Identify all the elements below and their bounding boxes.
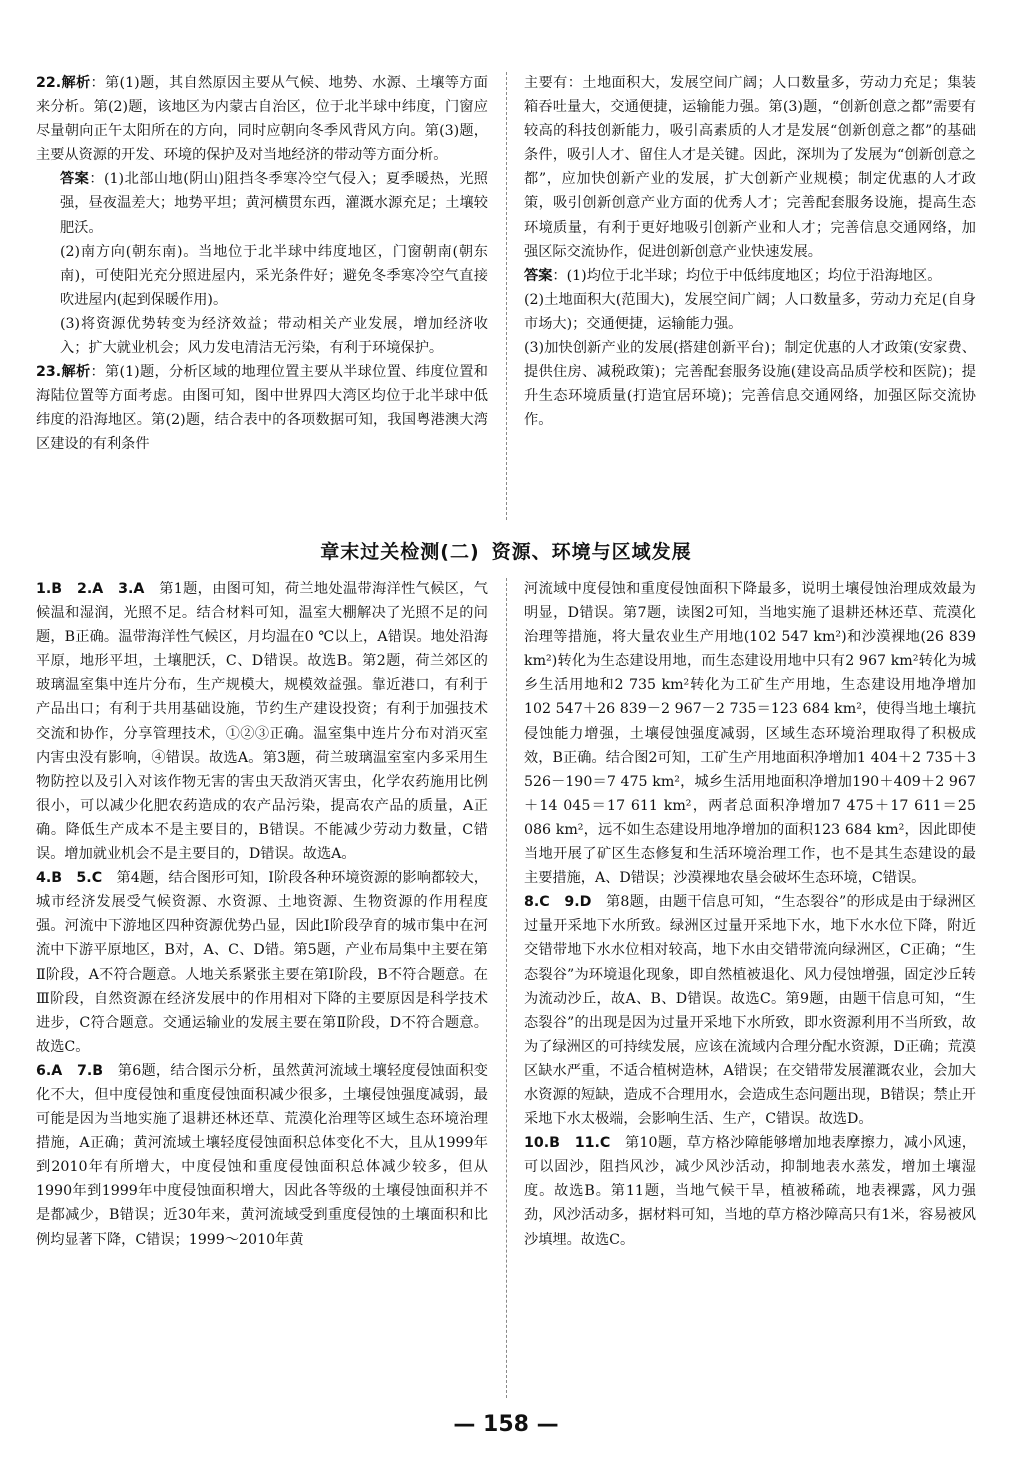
- upper-right-column: [524, 71, 976, 432]
- section-heading: [0, 538, 1012, 566]
- lower-left-column: [36, 577, 488, 1252]
- section-title: 章末过关检测(二): [320, 541, 480, 563]
- q22-answer-1: 答案：(1)北部山地(阴山)阻挡冬季寒冷空气侵入；夏季暖热，光照强，昼夜温差大；地势平坦；黄河横贯东西，灌溉水源充足；土壤较肥沃。: [60, 171, 488, 236]
- lower-right-column: [524, 577, 976, 1252]
- q8-9-block: 8.C 9.D 第8题，由题干信息可知，“生态裂谷”的形成是由于绿洲区过量开采地下水所致。绿洲区过量开采地下水，地下水水位下降，附近交错带地下水水位相对较高，地下水由交错带流向绿洲区，C正确；“生态裂谷”为环境退化现象，即自然植被退化、风力侵蚀增强，固定沙丘转为流动沙丘，故A、B、D错误。故选C。第9题，由题干信息可知，“生态裂谷”的出现是因为过量开采地下水所致，即水资源利用不当所致，故为了绿洲区的可持续发展，应该在流域内合理分配水资源，D正确；荒漠区缺水严重，不适合植树造林，A错误；在交错带发展灌溉农业，会加大水资源的短缺，造成不合理用水，会造成生态问题出现，B错误；禁止开采地下水太极端，会影响生活、生产，C错误。故选D。: [524, 894, 976, 1128]
- q23-answer-3: (3)加快创新产业的发展(搭建创新平台)；制定优惠的人才政策(安家费、提供住房、减税政策)；完善配套服务设施(建设高品质学校和医院)；提升生态环境质量(打造宜居环境)；完善信息交通网络，加强区际交流协作。: [524, 340, 976, 429]
- upper-column-divider: [506, 72, 507, 520]
- upper-left-column: [36, 71, 488, 457]
- q22-analysis: 22.解析：第(1)题，其自然原因主要从气候、地势、水源、土壤等方面来分析。第(2)题，该地区为内蒙古自治区，位于北半球中纬度，门窗应尽量朝向正午太阳所在的方向，同时应朝向冬季风背风方向。第(3)题，主要从资源的开发、环境的保护及对当地经济的带动等方面分析。: [36, 75, 488, 164]
- q22-answer-2: (2)南方向(朝东南)。当地位于北半球中纬度地区，门窗朝南(朝东南)，可使阳光充分照进屋内，采光条件好；避免冬季寒冷空气直接吹进屋内(起到保暖作用)。: [60, 243, 488, 308]
- q23-answer-2: (2)土地面积大(范围大)，发展空间广阔；人口数量多，劳动力充足(自身市场大)；交通便捷，运输能力强。: [524, 291, 976, 332]
- q4-5-block: 4.B 5.C 第4题，结合图形可知，Ⅰ阶段各种环境资源的影响都较大，城市经济发展受气候资源、水资源、土地资源、生物资源的作用程度强。河流中下游地区四种资源优势凸显，因此Ⅰ阶段孕育的城市集中在河流中下游平原地区，B对，A、C、D错。第5题，产业布局集中主要在第Ⅱ阶段，A不符合题意。人地关系紧张主要在第Ⅰ阶段，B不符合题意。在Ⅲ阶段，自然资源在经济发展中的作用相对下降的主要原因是科学技术进步，C符合题意。交通运输业的发展主要在第Ⅱ阶段，D不符合题意。故选C。: [36, 870, 488, 1055]
- q23-analysis: 23.解析：第(1)题，分析区域的地理位置主要从半球位置、纬度位置和海陆位置等方面考虑。由图可知，图中世界四大湾区均位于北半球中低纬度的沿海地区。第(2)题，结合表中的各项数据可知，我国粤港澳大湾区建设的有利条件: [36, 364, 488, 453]
- page-number: — 158 —: [453, 1412, 559, 1437]
- q22-answer-3: (3)将资源优势转变为经济效益；带动相关产业发展，增加经济收入；扩大就业机会；风力发电清洁无污染，有利于环境保护。: [60, 315, 488, 357]
- q23-answer-1: 答案：(1)均位于北半球；均位于中低纬度地区；均位于沿海地区。: [524, 267, 942, 284]
- q1-3-block: 1.B 2.A 3.A 第1题，由图可知，荷兰地处温带海洋性气候区，气候温和湿润，光照不足。结合材料可知，温室大棚解决了光照不足的问题，B正确。温带海洋性气候区，月均温在0 ℃以上，A错误。地处沿海平原，地形平坦，土壤肥沃，C、D错误。故选B。第2题，荷兰郊区的玻璃温室集中连片分布，生产规模大，规模效益强。靠近港口，有利于产品出口；有利于共用基础设施，节约生产建设投资；有利于加强技术交流和协作，分享管理技术，①②③正确。温室集中连片分布对消灭室内害虫没有影响，④错误。故选A。第3题，荷兰玻璃温室室内多采用生物防控以及引入对该作物无害的害虫天敌消灭害虫，化学农药施用比例很小，可以减少化肥农药造成的农产品污染，提高农产品的质量，A正确。降低生产成本不是主要目的，B错误。不能减少劳动力数量，C错误。增加就业机会不是主要目的，D错误。故选A。: [36, 581, 488, 863]
- q6-7-block-cont: 河流域中度侵蚀和重度侵蚀面积下降最多，说明土壤侵蚀治理成效最为明显，D错误。第7题，读图2可知，当地实施了退耕还林还草、荒漠化治理等措施，将大量农业生产用地(102 547 km²)和沙漠裸地(26 839 km²)转化为生态建设用地，而生态建设用地中只有2 967 km²转化为城乡生活用地和2 735 km²转化为工矿生产用地，生态建设用地净增加102 547＋26 839－2 967－2 735＝123 684 km²，使得当地土壤抗侵蚀能力增强，土壤侵蚀强度减弱，区域生态环境治理取得了积极成效，B正确。结合图2可知，工矿生产用地面积净增加1 404＋2 735＋3 526－190＝7 475 km²，城乡生活用地面积净增加190＋409＋2 967＋14 045＝17 611 km²，两者总面积净增加7 475＋17 611＝25 086 km²，远不如生态建设用地净增加的面积123 684 km²，因此即使当地开展了矿区生态修复和生活环境治理工作，也不是其生态建设的最主要措施，A、D错误；沙漠裸地农垦会破坏生态环境，C错误。: [524, 581, 976, 887]
- section-subtitle: 资源、环境与区域发展: [491, 541, 692, 563]
- q6-7-block: 6.A 7.B 第6题，结合图示分析，虽然黄河流域土壤轻度侵蚀面积变化不大，但中度侵蚀和重度侵蚀面积减少很多，土壤侵蚀强度减弱，最可能是因为当地实施了退耕还林还草、荒漠化治理等区域生态环境治理措施，A正确；黄河流域土壤轻度侵蚀面积总体变化不大，且从1999年到2010年有所增大，中度侵蚀和重度侵蚀面积总体减少较多，但从1990年到1999年中度侵蚀面积增大，因此各等级的土壤侵蚀面积并不是都减少，B错误；近30年来，黄河流域受到重度侵蚀的土壤面积和比例均显著下降，C错误；1999～2010年黄: [36, 1062, 488, 1248]
- q23-analysis-cont: 主要有：土地面积大，发展空间广阔；人口数量多，劳动力充足；集装箱吞吐量大，交通便捷，运输能力强。第(3)题，“创新创意之都”需要有较高的科技创新能力，吸引高素质的人才是发展“创新创意之都”的基础条件，吸引人才、留住人才是关键。因此，深圳为了发展为“创新创意之都”，应加快创新产业的发展，扩大创新产业规模；制定优惠的人才政策，吸引创新创意产业方面的优秀人才；完善配套服务设施，提高生态环境质量，有利于更好地吸引创新产业和人才；完善信息交通网络，加强区际交流协作，促进创新创意产业快速发展。: [524, 75, 976, 260]
- q10-11-block: 10.B 11.C 第10题，草方格沙障能够增加地表摩擦力，减小风速，可以固沙，阻挡风沙，减少风沙活动，抑制地表水蒸发，增加土壤湿度。故选B。第11题，当地气候干旱，植被稀疏，地表裸露，风力强劲，风沙活动多，据材料可知，当地的草方格沙障高只有1米，容易被风沙填埋。故选C。: [524, 1135, 976, 1248]
- lower-column-divider: [506, 578, 507, 1398]
